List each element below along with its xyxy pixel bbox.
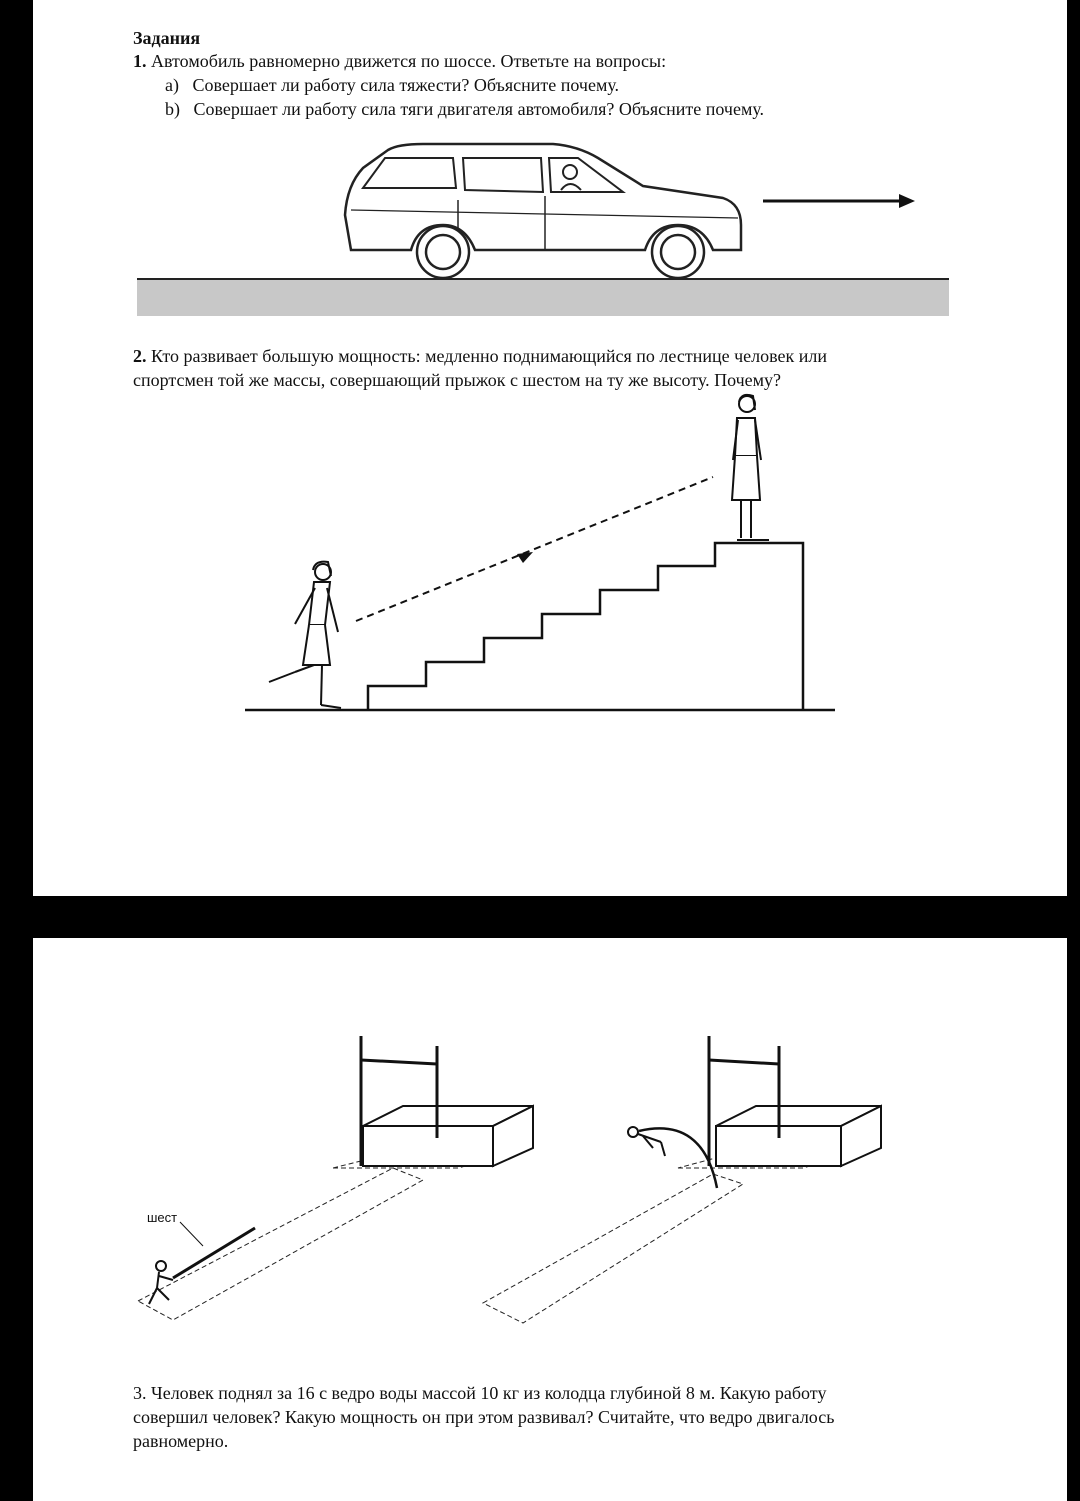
task-1-number: 1. (133, 51, 147, 71)
task-1-text: Автомобиль равномерно движется по шоссе. Ответьте на вопросы: (151, 51, 667, 71)
document-page-1 (33, 0, 1067, 896)
task-2-line-2: спортсмен той же массы, совершающий прыжок с шестом на ту же высоту. Почему? (133, 370, 782, 390)
task-2-text-1: Кто развивает большую мощность: медленно поднимающийся по лестнице человек или (151, 346, 827, 366)
runway-right (483, 1148, 873, 1323)
landing-mat-right (716, 1106, 881, 1166)
pole-vault-illustration (33, 938, 1067, 1358)
item-b-text: Совершает ли работу сила тяги двигателя автомобиля? Объясните почему. (193, 99, 765, 119)
athlete-vaulting (628, 1127, 665, 1156)
path-dashed-line (356, 477, 713, 621)
pole-label-leader (180, 1222, 203, 1246)
item-a-marker: a) (165, 75, 179, 95)
staircase-illustration (33, 0, 1067, 896)
task-2-number: 2. (133, 346, 147, 366)
pole-label: шест (147, 1210, 178, 1225)
runway-left (138, 1148, 533, 1320)
task-3-line-2: совершил человек? Какую мощность он при этом развивал? Считайте, что ведро двигалось (133, 1407, 835, 1427)
landing-mat-left (363, 1106, 533, 1166)
page-heading: Задания (133, 28, 201, 48)
pole-bent (639, 1128, 717, 1188)
staircase (368, 543, 803, 710)
item-b-marker: b) (165, 99, 180, 119)
path-arrow-head (517, 552, 533, 563)
task-3-line-3: равномерно. (133, 1431, 229, 1451)
standing-woman (732, 395, 769, 540)
walking-woman (269, 562, 341, 708)
pole-left (173, 1228, 255, 1278)
task-3-line-1: 3. Человек поднял за 16 с ведро воды массой 10 кг из колодца глубиной 8 м. Какую работу (133, 1383, 827, 1403)
athlete-running (149, 1261, 173, 1304)
item-a-text: Совершает ли работу сила тяжести? Объясните почему. (192, 75, 620, 95)
document-page-2 (33, 938, 1067, 1501)
